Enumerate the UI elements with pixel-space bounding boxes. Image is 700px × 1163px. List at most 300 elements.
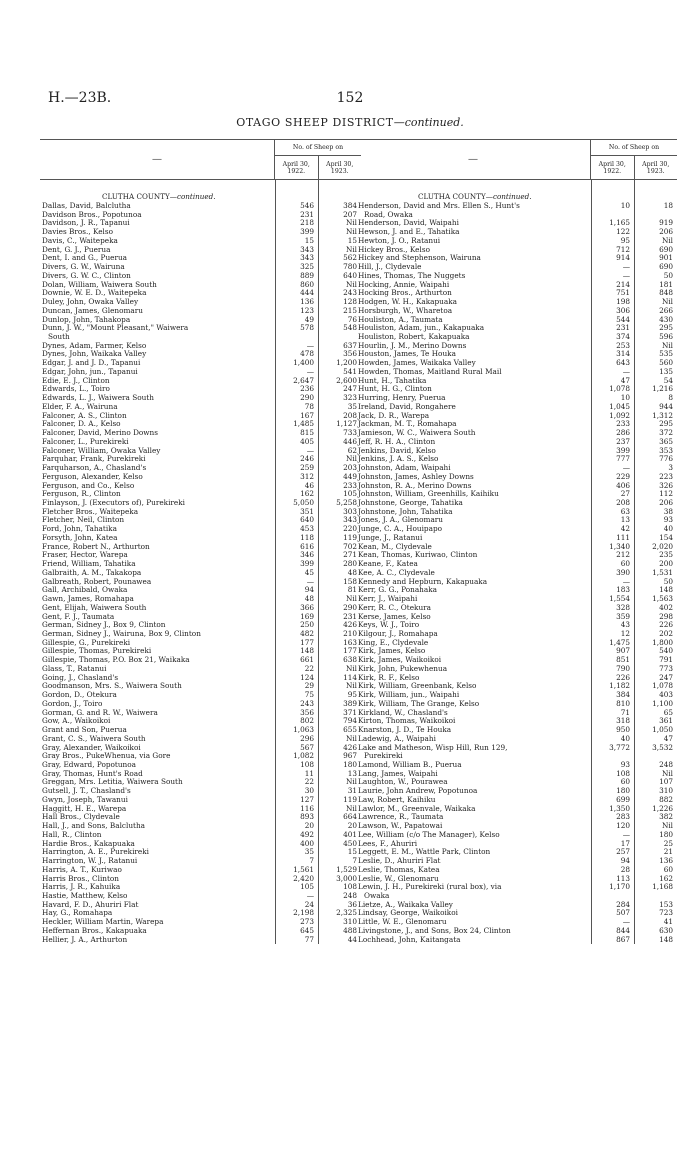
sheep-1923-cell: 35 <box>347 401 357 411</box>
sheep-1923-cell: 112 <box>659 489 673 499</box>
sheep-1923-cell: 226 <box>659 620 673 630</box>
sheep-1922-cell: 312 <box>300 471 314 481</box>
sheep-1922-cell: 314 <box>616 349 630 359</box>
owner-name-cell: Dent, I. and G., Puerua <box>42 254 127 263</box>
sheep-1923-cell: 2,020 <box>652 541 673 551</box>
sheep-1922-cell: 42 <box>620 524 630 534</box>
sheep-1923-cell: 944 <box>659 401 673 411</box>
sheep-1923-cell: 200 <box>659 559 673 569</box>
sheep-1922-cell: 113 <box>616 873 630 883</box>
owner-name-cell: Friend, William, Tahatika <box>42 560 136 569</box>
sheep-1922-cell: 453 <box>300 524 314 534</box>
sheep-1922-cell: 893 <box>300 812 314 822</box>
sheep-1923-cell: 248 <box>659 760 673 769</box>
sheep-1923-cell: 919 <box>659 218 673 228</box>
owner-name-cell: Edgar, J. and J. D., Tapanui <box>42 359 141 368</box>
sheep-1923-cell: 81 <box>347 585 357 595</box>
sheep-1923-cell: 60 <box>663 864 673 874</box>
owner-name-cell: Hocking, Annie, Waipahi <box>358 280 450 289</box>
owner-name-cell: Gordon, D., Otekura <box>42 691 117 700</box>
sheep-1923-cell: 3,532 <box>652 742 673 752</box>
sheep-1923-cell: 8 <box>668 393 673 403</box>
sheep-1922-cell: 950 <box>616 725 630 735</box>
owner-name-cell: Houliston, A., Taumata <box>358 315 443 324</box>
owner-name-cell: Lang, James, Waipahi <box>358 769 438 778</box>
sheep-1922-cell: 229 <box>616 471 630 481</box>
sheep-1922-cell: 399 <box>616 445 630 455</box>
sheep-1923-cell: 1,529 <box>336 864 357 874</box>
sheep-1922-cell: 751 <box>616 288 630 298</box>
sheep-1922-cell: 60 <box>620 559 630 569</box>
sheep-1922-cell: 374 <box>616 332 630 342</box>
sheep-1922-cell: 356 <box>300 707 314 717</box>
sheep-1922-cell: 390 <box>616 567 630 577</box>
sheep-1922-cell: 507 <box>616 908 630 918</box>
owner-name-cell: France, Robert N., Arthurton <box>42 542 150 551</box>
owner-name-cell: Going, J., Chasland's <box>42 673 119 682</box>
sheep-1922-cell: 405 <box>300 436 314 446</box>
owner-name-cell: Davidson Bros., Popotunoa <box>42 210 142 219</box>
sheep-1923-cell: 733 <box>343 428 357 438</box>
sheep-1922-cell: 1,400 <box>293 358 314 368</box>
sheep-1922-cell: — <box>622 576 630 586</box>
owner-name-cell: Gent, Elijah, Waiwera South <box>42 603 147 612</box>
owner-name-cell: Houston, James, Te Houka <box>358 350 456 359</box>
owner-name-cell: Henderson, David and Mrs. Ellen S., Hunt's <box>358 202 520 210</box>
owner-name-cell: Divers, G. W., Wairuna <box>42 263 125 272</box>
sheep-1922-cell: 366 <box>300 602 314 612</box>
owner-name-cell: Galbraith, A. M., Takakopa <box>42 568 142 577</box>
owner-name-cell: Laurie, John Andrew, Popotunoa <box>358 787 478 796</box>
sheep-count-group-label: No. of Sheep on <box>591 140 677 156</box>
sheep-1922-cell: 384 <box>616 690 630 700</box>
sheep-1923-cell: 353 <box>659 445 673 455</box>
owner-name-cell: Jackman, M. T., Romahapa <box>358 420 457 429</box>
sheep-1923-cell: 208 <box>343 410 357 420</box>
sheep-1922-cell: 286 <box>616 428 630 438</box>
sheep-1923-cell: 231 <box>343 611 357 621</box>
sheep-1922-cell: 844 <box>616 925 630 935</box>
year-1922-header: April 30, 1922. <box>598 160 626 175</box>
sheep-1922-cell: — <box>306 445 314 455</box>
owner-name-cell: Gordon, J., Toiro <box>42 699 103 708</box>
owner-name-cell: Kean, Thomas, Kuriwao, Clinton <box>358 551 478 560</box>
sheep-1923-cell: Nil <box>661 297 673 307</box>
sheep-1922-cell: 1,554 <box>609 594 630 604</box>
sheep-1923-cell: 206 <box>659 497 673 507</box>
sheep-1923-cell: 215 <box>343 305 357 315</box>
sheep-1922-cell: 492 <box>300 829 314 839</box>
owner-name-cell: Greggan, Mrs. Letitia, Waiwera South <box>42 778 183 787</box>
sheep-1923-cell: 50 <box>663 270 673 280</box>
sheep-1922-cell: 351 <box>300 506 314 516</box>
sheep-1923-cell: 295 <box>659 419 673 429</box>
owner-name-cell: German, Sidney J., Box 9, Clinton <box>42 621 166 630</box>
row-list <box>356 202 677 944</box>
sheep-count-header <box>274 140 361 179</box>
owner-name-cell: Kirk, William, jun., Waipahi <box>358 691 460 700</box>
owner-name-cell: Edwards, L., Toiro <box>42 385 110 394</box>
sheep-1922-cell: 478 <box>300 349 314 359</box>
sheep-1922-cell: 108 <box>616 768 630 778</box>
sheep-1923-cell: 1,100 <box>652 698 673 708</box>
sheep-1922-cell: 400 <box>300 838 314 848</box>
sheep-1922-cell: 914 <box>616 253 630 263</box>
sheep-1923-cell: 446 <box>343 436 357 446</box>
owner-name-cell: Dunlop, John, Tahakopa <box>42 315 131 324</box>
owner-name-cell: Ford, John, Tahatika <box>42 525 117 534</box>
sheep-1923-cell: 180 <box>659 829 673 839</box>
sheep-1922-cell: 699 <box>616 794 630 804</box>
owner-name-cell: Gawn, James, Romahapa <box>42 595 134 604</box>
owner-name-cell: Leslie, Thomas, Katea <box>358 865 440 874</box>
sheep-1922-cell: — <box>622 829 630 839</box>
sheep-1922-cell: 10 <box>620 393 630 403</box>
owner-name-cell: Hill, J., Clydevale <box>358 263 422 272</box>
sheep-1923-cell: Nil <box>661 768 673 778</box>
county-name: CLUTHA COUNTY— <box>418 192 493 201</box>
owner-name-cell: Hall Bros., Clydevale <box>42 813 120 822</box>
sheep-1922-cell: 250 <box>300 620 314 630</box>
owner-name-cell: Junge, C. A., Houipapo <box>358 525 443 534</box>
owner-name-cell: Kirk, R. F., Kelso <box>358 673 420 682</box>
sheep-1923-cell: 882 <box>659 794 673 804</box>
sheep-1923-cell: 181 <box>659 279 673 289</box>
sheep-1922-cell: 257 <box>616 847 630 857</box>
sheep-1922-cell: 24 <box>304 899 314 909</box>
sheep-1923-cell: 247 <box>659 672 673 682</box>
owner-name-cell: Hastie, Matthew, Kelso <box>42 892 128 901</box>
sheep-1923-cell: 154 <box>659 532 673 542</box>
sheep-1922-cell: 48 <box>304 594 314 604</box>
year-1923-header: April 30, 1923. <box>318 156 362 179</box>
sheep-1922-cell: 246 <box>300 454 314 464</box>
sheep-1922-cell: 148 <box>300 646 314 656</box>
sheep-1923-cell: Nil <box>345 218 357 228</box>
owner-name-cell: Edgar, John, jun., Tapanui <box>42 367 138 376</box>
sheep-1922-cell: — <box>306 891 314 901</box>
sheep-1922-cell: 661 <box>300 655 314 665</box>
sheep-1922-cell: 1,063 <box>293 725 314 735</box>
sheep-1922-cell: 212 <box>616 550 630 560</box>
sheep-1922-cell: 815 <box>300 428 314 438</box>
sheep-1923-cell: 343 <box>343 515 357 525</box>
sheep-1923-cell: 128 <box>343 297 357 307</box>
owner-name-cell: Road, Owaka <box>364 210 413 219</box>
sheep-1923-cell: 223 <box>659 471 673 481</box>
owner-name-cell: Johnston, William, Greenhills, Kaihiku <box>358 490 499 499</box>
sheep-1923-cell: 95 <box>347 690 357 700</box>
owner-name-cell: Hourlin, J. M., Merino Downs <box>358 341 467 350</box>
sheep-1922-cell: 273 <box>300 917 314 927</box>
sheep-1923-cell: Nil <box>661 235 673 245</box>
sheep-1922-cell: 60 <box>620 777 630 787</box>
owner-name-cell: Lake and Matheson, Wisp Hill, Run 129, <box>358 743 508 752</box>
owner-name-cell: Johnstone, John, Tahatika <box>358 507 453 516</box>
owner-name-cell: Heckler, William Martin, Warepa <box>42 918 164 927</box>
name-column-header: — <box>152 154 162 165</box>
sheep-1922-cell: 136 <box>300 297 314 307</box>
owner-name-cell: Hay, G., Romahapa <box>42 909 113 918</box>
sheep-1922-cell: 30 <box>304 786 314 796</box>
sheep-1922-cell: 3,772 <box>609 742 630 752</box>
owner-name-cell: South <box>48 333 70 342</box>
sheep-1923-cell: 203 <box>343 463 357 473</box>
sheep-1922-cell: 1,165 <box>609 218 630 228</box>
owner-name-cell: Lawlor, M., Greenvale, Waikaka <box>358 804 476 813</box>
sheep-1923-cell: 1,127 <box>336 419 357 429</box>
sheep-1923-cell: 108 <box>343 882 357 892</box>
owner-name-cell: Kirk, William, The Grange, Kelso <box>358 699 480 708</box>
sheep-1922-cell: 122 <box>616 227 630 237</box>
sheep-1923-cell: 1,531 <box>652 567 673 577</box>
sheep-1923-cell: 1,800 <box>652 637 673 647</box>
sheep-1923-cell: 630 <box>659 925 673 935</box>
sheep-1922-cell: 343 <box>300 253 314 263</box>
sheep-1923-cell: 280 <box>343 559 357 569</box>
sheep-1922-cell: 790 <box>616 663 630 673</box>
sheep-1923-cell: 384 <box>343 201 357 210</box>
sheep-1922-cell: 111 <box>616 532 630 542</box>
sheep-1923-cell: 326 <box>659 480 673 490</box>
title-main: OTAGO SHEEP DISTRICT <box>236 116 394 129</box>
sheep-1922-cell: 35 <box>304 847 314 857</box>
owner-name-cell: Falconer, A. S., Clinton <box>42 411 127 420</box>
owner-name-cell: Hodgen, W. H., Kakapuaka <box>358 298 458 307</box>
sheep-1922-cell: 231 <box>616 323 630 333</box>
owner-name-cell: Jenkins, David, Kelso <box>358 446 436 455</box>
owner-name-cell: Gutsell, J. T., Chasland's <box>42 787 131 796</box>
owner-name-cell: Harrington, A. E., Purekireki <box>42 848 149 857</box>
owner-name-cell: Horsburgh, W., Wharetoa <box>358 306 453 315</box>
year-1923-header: April 30, 1923. <box>634 156 678 179</box>
owner-name-cell: Harris Bros., Clinton <box>42 874 120 883</box>
sheep-1923-cell: Nil <box>345 594 357 604</box>
sheep-1922-cell: 180 <box>616 786 630 796</box>
owner-name-cell: Fletcher, Neil, Clinton <box>42 516 125 525</box>
sheep-1923-cell: Nil <box>661 821 673 831</box>
sheep-1923-cell: Nil <box>345 681 357 691</box>
sheep-1922-cell: — <box>306 366 314 376</box>
sheep-1923-cell: 541 <box>343 366 357 376</box>
sheep-1923-cell: 247 <box>343 384 357 394</box>
sheep-1923-cell: 638 <box>343 655 357 665</box>
owner-name-cell: Havard, F. D., Ahuriri Flat <box>42 900 139 909</box>
owner-name-cell: Jack, D. R., Warepa <box>358 411 430 420</box>
sheep-1923-cell: 295 <box>659 323 673 333</box>
sheep-1922-cell: 237 <box>616 436 630 446</box>
sheep-1922-cell: 1,485 <box>293 419 314 429</box>
sheep-count-header <box>590 140 677 179</box>
sheep-1923-cell: 372 <box>659 428 673 438</box>
sheep-1923-cell: 40 <box>663 524 673 534</box>
owner-name-cell: Kee, A. C., Clydevale <box>358 568 435 577</box>
sheep-1922-cell: 889 <box>300 270 314 280</box>
sheep-1922-cell: 5,050 <box>293 497 314 507</box>
owner-name-cell: Hall, J., and Sons, Balclutha <box>42 822 146 831</box>
owner-name-cell: Kerr, R. C., Otekura <box>358 603 431 612</box>
sheep-1923-cell: 248 <box>343 891 357 901</box>
owner-name-cell: Finlayson, J. (Executors of), Purekireki <box>42 498 185 507</box>
sheep-1922-cell: 177 <box>300 637 314 647</box>
owner-name-cell: Elder, F. A., Wairuna <box>42 402 118 411</box>
owner-name-cell: Galbreath, Robert, Pounawea <box>42 577 152 586</box>
sheep-1922-cell: 810 <box>616 698 630 708</box>
year-1922-header: April 30, 1922. <box>282 160 310 175</box>
sheep-1923-cell: 266 <box>659 305 673 315</box>
sheep-1922-cell: — <box>622 463 630 473</box>
owner-name-cell: Fletcher Bros., Waitepeka <box>42 507 139 516</box>
sheep-1922-cell: 1,170 <box>609 882 630 892</box>
owner-name-cell: Hunt, H. G., Clinton <box>358 385 432 394</box>
owner-name-cell: Kilgour, J., Romahapa <box>358 629 438 638</box>
sheep-1923-cell: 153 <box>659 899 673 909</box>
sheep-1922-cell: 253 <box>616 340 630 350</box>
sheep-1923-cell: 548 <box>343 323 357 333</box>
sheep-1922-cell: 208 <box>616 497 630 507</box>
sheep-1923-cell: 148 <box>659 934 673 944</box>
owner-name-cell: Houliston, Adam, jun., Kakapuaka <box>358 324 485 333</box>
owner-name-cell: Lietze, A., Waikaka Valley <box>358 900 453 909</box>
sheep-1923-cell: Nil <box>345 663 357 673</box>
sheep-1923-cell: 310 <box>659 786 673 796</box>
sheep-1922-cell: — <box>622 262 630 272</box>
owner-name-cell: Jamieson, W. C., Waiwera South <box>358 429 476 438</box>
sheep-1922-cell: 2,420 <box>293 873 314 883</box>
sheep-1923-cell: 449 <box>343 471 357 481</box>
county-continued: continued. <box>176 192 216 201</box>
sheep-1923-cell: 41 <box>663 917 673 927</box>
sheep-1922-cell: 94 <box>620 856 630 866</box>
sheep-1922-cell: 284 <box>616 899 630 909</box>
sheep-1923-cell: 107 <box>659 777 673 787</box>
sheep-1922-cell: 105 <box>300 882 314 892</box>
sheep-1922-cell: 93 <box>620 760 630 769</box>
owner-name-cell: Knarston, J. D., Te Houka <box>358 726 452 735</box>
sheep-1923-cell: 967 <box>343 751 357 761</box>
sheep-1922-cell: 20 <box>304 821 314 831</box>
owner-name-cell: Edie, E. J., Clinton <box>42 376 110 385</box>
owner-name-cell: Duncan, James, Glenomaru <box>42 306 143 315</box>
sheep-1923-cell: 488 <box>343 925 357 935</box>
owner-name-cell: Kean, M., Clydevale <box>358 542 432 551</box>
owner-name-cell: Hewson, J. and E., Tahatika <box>358 228 460 237</box>
owner-name-cell: Hewton, J. O., Ratanui <box>358 236 441 245</box>
sheep-1923-cell: 25 <box>663 838 673 848</box>
owner-name-cell: Johnston, Adam, Waipahi <box>358 464 451 473</box>
owner-name-cell: Falconer, D. A., Kelso <box>42 420 121 429</box>
owner-name-cell: Dynes, Adam, Farmer, Kelso <box>42 341 147 350</box>
sheep-1923-cell: 162 <box>659 873 673 883</box>
sheep-1922-cell: 94 <box>304 585 314 595</box>
sheep-1923-cell: 382 <box>659 812 673 822</box>
sheep-1922-cell: 907 <box>616 646 630 656</box>
sheep-1922-cell: 851 <box>616 655 630 665</box>
sheep-1922-cell: 860 <box>300 279 314 289</box>
owner-name-cell: Dent, G. J., Puerua <box>42 245 111 254</box>
owner-name-cell: Farquharson, A., Chasland's <box>42 464 147 473</box>
row-list <box>40 202 361 944</box>
sheep-1922-cell: 444 <box>300 288 314 298</box>
owner-name-cell: Purekireki <box>364 752 403 761</box>
sheep-1923-cell: 271 <box>343 550 357 560</box>
sheep-1923-cell: 848 <box>659 288 673 298</box>
sheep-1923-cell: 105 <box>343 489 357 499</box>
sheep-1922-cell: 226 <box>616 672 630 682</box>
sheep-1922-cell: 867 <box>616 934 630 944</box>
owner-name-cell: Jones, J. A., Glenomaru <box>358 516 443 525</box>
sheep-1923-cell: 365 <box>659 436 673 446</box>
sheep-1923-cell: 235 <box>659 550 673 560</box>
sheep-1922-cell: 712 <box>616 244 630 254</box>
owner-name-cell: Falconer, David, Merino Downs <box>42 429 158 438</box>
owner-name-cell: Haggitt, H. E., Warepa <box>42 804 127 813</box>
sheep-1922-cell: 399 <box>300 227 314 237</box>
owner-name-cell: Grant, C. S., Waiwera South <box>42 734 146 743</box>
owner-name-cell: Ferguson, Alexander, Kelso <box>42 472 143 481</box>
sheep-1922-cell: 1,078 <box>609 384 630 394</box>
owner-name-cell: Harris, J. R., Kahuika <box>42 883 121 892</box>
owner-name-cell: Kennedy and Hepburn, Kakapuaka <box>358 577 488 586</box>
sheep-1922-cell: 640 <box>300 515 314 525</box>
sheep-1922-cell: 17 <box>620 838 630 848</box>
owner-name-cell: Johnston, James, Ashley Downs <box>358 472 474 481</box>
sheep-1922-cell: 15 <box>304 235 314 245</box>
sheep-1923-cell: 65 <box>663 707 673 717</box>
owner-name-cell: Johnstone, George, Tahatika <box>358 498 463 507</box>
owner-name-cell: Owaka <box>364 892 390 901</box>
sheep-1922-cell: 236 <box>300 384 314 394</box>
owner-name-cell: Hickey and Stephenson, Wairuna <box>358 254 481 263</box>
sheep-1923-cell: 36 <box>347 899 357 909</box>
sheep-1923-cell: 310 <box>343 917 357 927</box>
sheep-1923-cell: 3,000 <box>336 873 357 883</box>
owner-name-cell: Ladewig, A., Waipahi <box>358 734 436 743</box>
sheep-1923-cell: 210 <box>343 628 357 638</box>
owner-name-cell: Ireland, David, Rongahere <box>358 402 456 411</box>
sheep-1922-cell: 346 <box>300 550 314 560</box>
sheep-1923-cell: 637 <box>343 340 357 350</box>
owner-name-cell: Gray, Alexander, Waikoikoi <box>42 743 141 752</box>
sheep-1923-cell: 723 <box>659 908 673 918</box>
sheep-1922-cell: 162 <box>300 489 314 499</box>
sheep-1922-cell: 198 <box>616 297 630 307</box>
sheep-1923-cell: 158 <box>343 576 357 586</box>
sheep-1922-cell: 167 <box>300 410 314 420</box>
sheep-1923-cell: 535 <box>659 349 673 359</box>
sheep-1923-cell: 323 <box>343 393 357 403</box>
sheep-1922-cell: 2,198 <box>293 908 314 918</box>
owner-name-cell: Gwyn, Joseph, Tawanui <box>42 795 128 804</box>
table-row <box>356 202 677 211</box>
sheep-1923-cell: 401 <box>343 829 357 839</box>
sheep-1922-cell: 1,350 <box>609 803 630 813</box>
sheep-1922-cell: 71 <box>620 707 630 717</box>
sheep-1923-cell: 426 <box>343 620 357 630</box>
sheep-1922-cell: 359 <box>616 611 630 621</box>
sheep-1923-cell: 38 <box>663 506 673 516</box>
owner-name-cell: Hall, R., Clinton <box>42 830 102 839</box>
owner-name-cell: Goodmanson, Mrs. S., Waiwera South <box>42 682 182 691</box>
sheep-1922-cell: 218 <box>300 218 314 228</box>
owner-name-cell: Dolan, William, Waiwera South <box>42 280 157 289</box>
sheep-1923-cell: 690 <box>659 262 673 272</box>
owner-name-cell: Gillespie, Thomas, P.O. Box 21, Waikaka <box>42 656 190 665</box>
sheep-1922-cell: 777 <box>616 454 630 464</box>
owner-name-cell: Hellier, J. A., Arthurton <box>42 935 128 944</box>
table-body <box>356 180 677 944</box>
sheep-1922-cell: 116 <box>300 803 314 813</box>
